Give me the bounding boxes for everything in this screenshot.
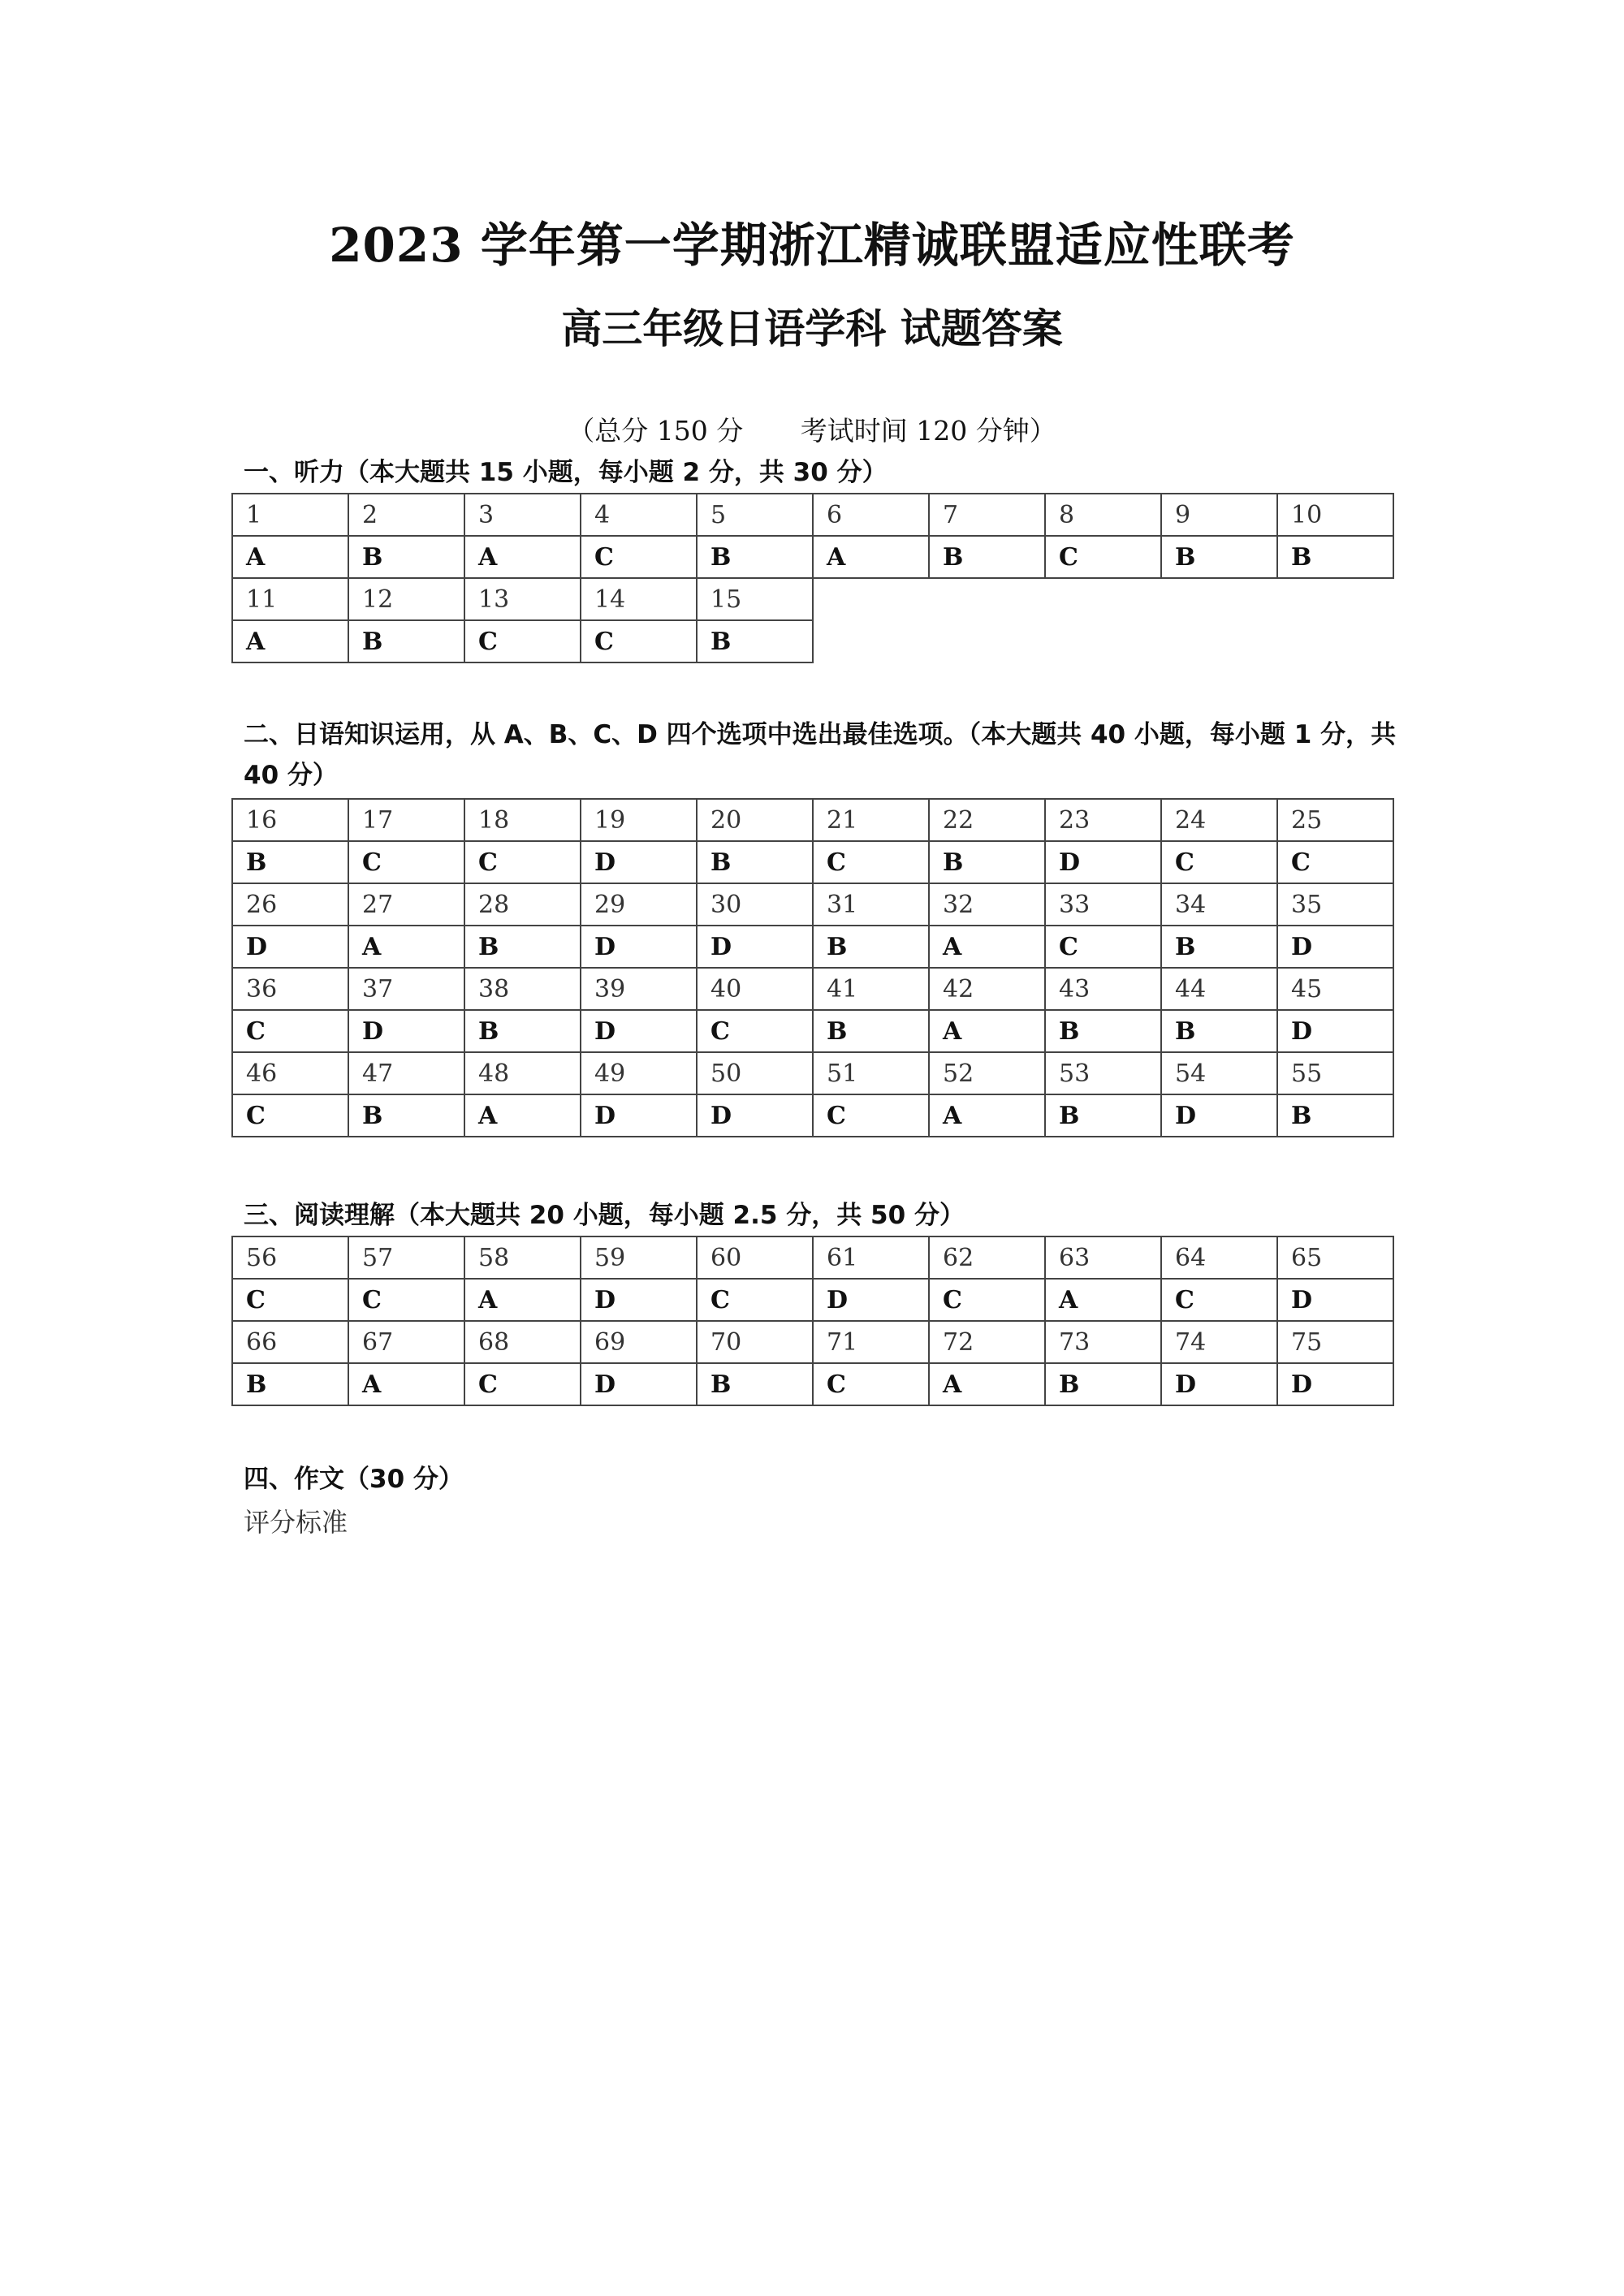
question-number: 66	[232, 1321, 348, 1363]
question-number: 65	[1277, 1236, 1393, 1279]
answer-row	[232, 620, 1393, 662]
question-number-row	[232, 968, 1393, 1010]
answer-cell: B	[1161, 536, 1277, 578]
empty-cell	[1161, 578, 1277, 620]
answer-cell: B	[232, 1363, 348, 1405]
question-number: 27	[348, 883, 464, 926]
answer-cell: A	[464, 1094, 581, 1137]
answer-cell: C	[697, 1010, 813, 1052]
empty-cell	[1045, 578, 1161, 620]
question-number: 59	[581, 1236, 697, 1279]
question-number: 1	[232, 494, 348, 536]
empty-cell	[813, 620, 929, 662]
answer-row	[232, 1279, 1393, 1321]
answer-cell: D	[1045, 841, 1161, 883]
question-number: 51	[813, 1052, 929, 1094]
answer-cell: B	[1045, 1094, 1161, 1137]
question-number: 56	[232, 1236, 348, 1279]
answer-cell: B	[232, 841, 348, 883]
question-number: 50	[697, 1052, 813, 1094]
question-number: 28	[464, 883, 581, 926]
answer-cell: D	[813, 1279, 929, 1321]
question-number: 61	[813, 1236, 929, 1279]
question-number: 52	[929, 1052, 1045, 1094]
answer-cell: C	[1161, 841, 1277, 883]
answer-cell: D	[1277, 1010, 1393, 1052]
answer-cell: A	[464, 536, 581, 578]
answer-row	[232, 1094, 1393, 1137]
question-number: 13	[464, 578, 581, 620]
question-number: 16	[232, 799, 348, 841]
question-number: 14	[581, 578, 697, 620]
answer-cell: B	[464, 926, 581, 968]
empty-cell	[1045, 620, 1161, 662]
question-number: 71	[813, 1321, 929, 1363]
section-4-heading: 四、作文（30 分）	[244, 1465, 464, 1494]
question-number: 24	[1161, 799, 1277, 841]
question-number-row	[232, 883, 1393, 926]
question-number: 6	[813, 494, 929, 536]
answer-cell: D	[697, 1094, 813, 1137]
question-number: 25	[1277, 799, 1393, 841]
answer-cell: B	[697, 536, 813, 578]
section-1-answer-table	[231, 493, 1394, 663]
answer-cell: B	[697, 1363, 813, 1405]
question-number: 26	[232, 883, 348, 926]
answer-cell: A	[348, 1363, 464, 1405]
document-title: 2023 学年第一学期浙江精诚联盟适应性联考	[329, 218, 1295, 273]
question-number: 5	[697, 494, 813, 536]
answer-cell: C	[232, 1010, 348, 1052]
question-number: 64	[1161, 1236, 1277, 1279]
document-subtitle: 高三年级日语学科 试题答案	[561, 304, 1063, 352]
answer-cell: A	[464, 1279, 581, 1321]
answer-cell: B	[813, 926, 929, 968]
question-number: 41	[813, 968, 929, 1010]
empty-cell	[1161, 620, 1277, 662]
question-number: 55	[1277, 1052, 1393, 1094]
answer-cell: B	[1045, 1363, 1161, 1405]
answer-cell: B	[697, 841, 813, 883]
answer-cell: D	[581, 926, 697, 968]
answer-cell: C	[464, 1363, 581, 1405]
answer-cell: A	[929, 1094, 1045, 1137]
question-number: 63	[1045, 1236, 1161, 1279]
answer-cell: A	[929, 1363, 1045, 1405]
question-number: 67	[348, 1321, 464, 1363]
question-number: 31	[813, 883, 929, 926]
section-2-heading: 二、日语知识运用，从 A、B、C、D 四个选项中选出最佳选项。（本大题共 40 小题，每小题 1 分，共 40 分）	[244, 720, 1397, 790]
answer-cell: B	[813, 1010, 929, 1052]
empty-cell	[1277, 620, 1393, 662]
question-number: 54	[1161, 1052, 1277, 1094]
question-number-row	[232, 578, 1393, 620]
answer-cell: B	[1277, 1094, 1393, 1137]
question-number: 70	[697, 1321, 813, 1363]
answer-cell: D	[581, 1094, 697, 1137]
section-1-heading: 一、听力（本大题共 15 小题，每小题 2 分，共 30 分）	[244, 458, 888, 487]
answer-cell: A	[929, 1010, 1045, 1052]
question-number-row	[232, 1236, 1393, 1279]
question-number: 8	[1045, 494, 1161, 536]
answer-cell: D	[1277, 926, 1393, 968]
question-number: 72	[929, 1321, 1045, 1363]
scoring-criteria-label: 评分标准	[244, 1507, 348, 1538]
question-number: 69	[581, 1321, 697, 1363]
answer-cell: C	[813, 1094, 929, 1137]
answer-cell: C	[813, 841, 929, 883]
question-number: 75	[1277, 1321, 1393, 1363]
answer-cell: A	[232, 620, 348, 662]
answer-cell: D	[1161, 1363, 1277, 1405]
answer-cell: A	[813, 536, 929, 578]
section-3-heading: 三、阅读理解（本大题共 20 小题，每小题 2.5 分，共 50 分）	[244, 1201, 965, 1230]
answer-cell: C	[348, 841, 464, 883]
answer-cell: C	[348, 1279, 464, 1321]
question-number: 12	[348, 578, 464, 620]
answer-cell: D	[581, 1363, 697, 1405]
question-number: 29	[581, 883, 697, 926]
answer-cell: D	[1277, 1363, 1393, 1405]
answer-cell: C	[813, 1363, 929, 1405]
answer-cell: D	[581, 1279, 697, 1321]
question-number: 73	[1045, 1321, 1161, 1363]
empty-cell	[1277, 578, 1393, 620]
question-number: 53	[1045, 1052, 1161, 1094]
answer-cell: B	[464, 1010, 581, 1052]
answer-cell: B	[697, 620, 813, 662]
exam-info	[0, 410, 1624, 448]
answer-cell: C	[1045, 536, 1161, 578]
question-number-row	[232, 494, 1393, 536]
section-3-answer-table	[231, 1236, 1394, 1406]
question-number: 4	[581, 494, 697, 536]
answer-cell: D	[1277, 1279, 1393, 1321]
question-number: 11	[232, 578, 348, 620]
answer-row	[232, 536, 1393, 578]
answer-cell: D	[1161, 1094, 1277, 1137]
answer-cell: C	[1045, 926, 1161, 968]
total-score: （总分 150 分	[568, 415, 744, 447]
answer-cell: B	[1161, 1010, 1277, 1052]
answer-cell: A	[232, 536, 348, 578]
question-number: 2	[348, 494, 464, 536]
question-number: 44	[1161, 968, 1277, 1010]
question-number: 39	[581, 968, 697, 1010]
question-number-row	[232, 799, 1393, 841]
question-number: 15	[697, 578, 813, 620]
empty-cell	[813, 578, 929, 620]
answer-cell: C	[464, 841, 581, 883]
answer-cell: D	[348, 1010, 464, 1052]
answer-cell: D	[581, 1010, 697, 1052]
question-number: 17	[348, 799, 464, 841]
question-number: 18	[464, 799, 581, 841]
answer-cell: C	[1161, 1279, 1277, 1321]
question-number: 35	[1277, 883, 1393, 926]
question-number: 47	[348, 1052, 464, 1094]
question-number: 20	[697, 799, 813, 841]
question-number: 3	[464, 494, 581, 536]
question-number: 34	[1161, 883, 1277, 926]
answer-cell: B	[1045, 1010, 1161, 1052]
answer-cell: A	[348, 926, 464, 968]
answer-cell: C	[929, 1279, 1045, 1321]
question-number: 10	[1277, 494, 1393, 536]
empty-cell	[929, 620, 1045, 662]
answer-row	[232, 841, 1393, 883]
question-number: 48	[464, 1052, 581, 1094]
question-number: 7	[929, 494, 1045, 536]
answer-cell: C	[232, 1094, 348, 1137]
answer-cell: B	[348, 536, 464, 578]
question-number: 49	[581, 1052, 697, 1094]
answer-cell: B	[1277, 536, 1393, 578]
question-number: 40	[697, 968, 813, 1010]
question-number: 45	[1277, 968, 1393, 1010]
answer-cell: C	[581, 620, 697, 662]
question-number: 19	[581, 799, 697, 841]
answer-cell: A	[929, 926, 1045, 968]
question-number: 36	[232, 968, 348, 1010]
answer-cell: C	[697, 1279, 813, 1321]
answer-row	[232, 1363, 1393, 1405]
answer-cell: C	[232, 1279, 348, 1321]
answer-row	[232, 926, 1393, 968]
question-number: 37	[348, 968, 464, 1010]
question-number: 57	[348, 1236, 464, 1279]
answer-cell: B	[929, 841, 1045, 883]
answer-cell: B	[348, 1094, 464, 1137]
answer-row	[232, 1010, 1393, 1052]
question-number: 74	[1161, 1321, 1277, 1363]
answer-cell: D	[697, 926, 813, 968]
question-number: 30	[697, 883, 813, 926]
answer-cell: C	[581, 536, 697, 578]
question-number: 68	[464, 1321, 581, 1363]
question-number-row	[232, 1052, 1393, 1094]
question-number: 46	[232, 1052, 348, 1094]
answer-cell: D	[581, 841, 697, 883]
answer-cell: B	[929, 536, 1045, 578]
question-number: 42	[929, 968, 1045, 1010]
question-number-row	[232, 1321, 1393, 1363]
question-number: 43	[1045, 968, 1161, 1010]
question-number: 33	[1045, 883, 1161, 926]
empty-cell	[929, 578, 1045, 620]
question-number: 62	[929, 1236, 1045, 1279]
answer-cell: D	[232, 926, 348, 968]
answer-cell: C	[1277, 841, 1393, 883]
answer-cell: B	[348, 620, 464, 662]
answer-cell: B	[1161, 926, 1277, 968]
question-number: 58	[464, 1236, 581, 1279]
question-number: 22	[929, 799, 1045, 841]
question-number: 23	[1045, 799, 1161, 841]
question-number: 60	[697, 1236, 813, 1279]
section-2-answer-table	[231, 798, 1394, 1137]
question-number: 21	[813, 799, 929, 841]
answer-cell: A	[1045, 1279, 1161, 1321]
exam-duration: 考试时间 120 分钟）	[800, 415, 1056, 447]
question-number: 32	[929, 883, 1045, 926]
question-number: 9	[1161, 494, 1277, 536]
answer-cell: C	[464, 620, 581, 662]
question-number: 38	[464, 968, 581, 1010]
